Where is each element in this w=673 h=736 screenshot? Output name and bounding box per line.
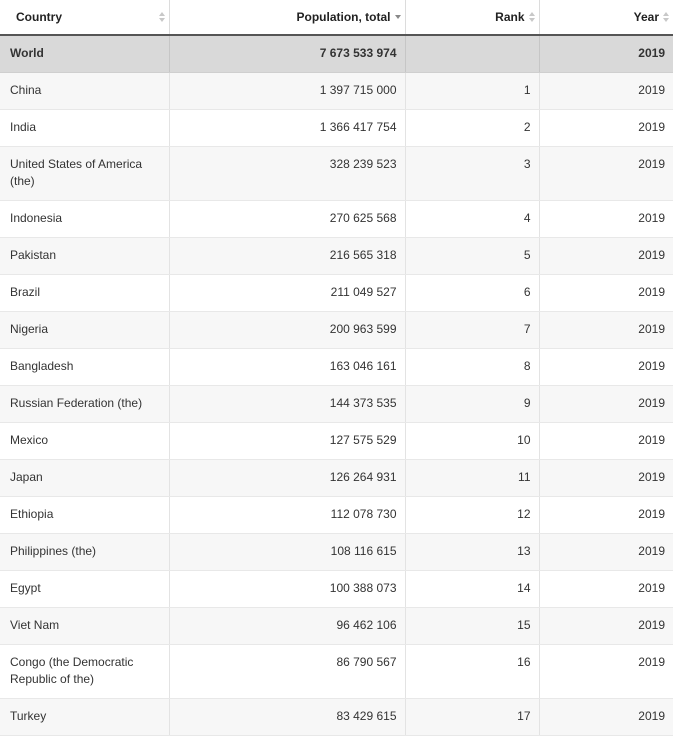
column-header-rank[interactable] (405, 0, 539, 35)
column-header-label: Population, total (296, 10, 391, 24)
cell-rank: 12 (405, 497, 539, 534)
cell-year: 2019 (539, 73, 673, 110)
cell-year: 2019 (539, 645, 673, 699)
cell-country: Congo (the Democratic Republic of the) (0, 645, 169, 699)
header-row (0, 0, 673, 35)
table-row (0, 147, 673, 201)
cell-country: World (0, 35, 169, 73)
cell-rank: 8 (405, 349, 539, 386)
table-row (0, 645, 673, 699)
cell-rank: 10 (405, 423, 539, 460)
cell-year: 2019 (539, 201, 673, 238)
cell-year: 2019 (539, 349, 673, 386)
cell-population: 108 116 615 (169, 534, 405, 571)
column-header-year[interactable] (539, 0, 673, 35)
cell-year: 2019 (539, 312, 673, 349)
cell-rank: 5 (405, 238, 539, 275)
cell-population: 83 429 615 (169, 699, 405, 736)
column-header-country[interactable] (0, 0, 169, 35)
cell-rank: 4 (405, 201, 539, 238)
sort-icon (663, 12, 669, 22)
cell-population: 144 373 535 (169, 386, 405, 423)
cell-country: Russian Federation (the) (0, 386, 169, 423)
cell-population: 112 078 730 (169, 497, 405, 534)
cell-population: 127 575 529 (169, 423, 405, 460)
cell-rank: 11 (405, 460, 539, 497)
cell-rank: 16 (405, 645, 539, 699)
cell-population: 126 264 931 (169, 460, 405, 497)
cell-country: Egypt (0, 571, 169, 608)
cell-year: 2019 (539, 571, 673, 608)
column-header-label: Year (633, 10, 659, 24)
column-header-label: Rank (495, 10, 525, 24)
table-body (0, 35, 673, 736)
cell-country: Ethiopia (0, 497, 169, 534)
column-header-label: Country (16, 10, 62, 24)
cell-year: 2019 (539, 460, 673, 497)
cell-population: 211 049 527 (169, 275, 405, 312)
cell-rank: 13 (405, 534, 539, 571)
cell-year: 2019 (539, 423, 673, 460)
cell-year: 2019 (539, 35, 673, 73)
table-row (0, 497, 673, 534)
table-row (0, 534, 673, 571)
cell-year: 2019 (539, 238, 673, 275)
cell-country: Viet Nam (0, 608, 169, 645)
cell-year: 2019 (539, 699, 673, 736)
cell-country: Bangladesh (0, 349, 169, 386)
table-row (0, 238, 673, 275)
cell-country: Philippines (the) (0, 534, 169, 571)
cell-population: 216 565 318 (169, 238, 405, 275)
table-row (0, 423, 673, 460)
table-row (0, 699, 673, 736)
cell-population: 200 963 599 (169, 312, 405, 349)
cell-population: 96 462 106 (169, 608, 405, 645)
cell-country: Brazil (0, 275, 169, 312)
table-row (0, 312, 673, 349)
cell-rank: 17 (405, 699, 539, 736)
cell-rank: 6 (405, 275, 539, 312)
table-row (0, 608, 673, 645)
cell-country: Turkey (0, 699, 169, 736)
cell-population: 163 046 161 (169, 349, 405, 386)
cell-country: India (0, 110, 169, 147)
table-row (0, 571, 673, 608)
table-row (0, 386, 673, 423)
cell-year: 2019 (539, 110, 673, 147)
table-row (0, 201, 673, 238)
cell-year: 2019 (539, 534, 673, 571)
cell-rank: 15 (405, 608, 539, 645)
cell-population: 100 388 073 (169, 571, 405, 608)
cell-rank: 1 (405, 73, 539, 110)
cell-population: 270 625 568 (169, 201, 405, 238)
cell-population: 1 397 715 000 (169, 73, 405, 110)
table-row (0, 73, 673, 110)
cell-country: Pakistan (0, 238, 169, 275)
cell-population: 1 366 417 754 (169, 110, 405, 147)
cell-country: United States of America (the) (0, 147, 169, 201)
cell-year: 2019 (539, 275, 673, 312)
cell-population: 328 239 523 (169, 147, 405, 201)
table-row (0, 460, 673, 497)
table-row (0, 110, 673, 147)
column-header-population[interactable] (169, 0, 405, 35)
table-row (0, 275, 673, 312)
table-row-world (0, 35, 673, 73)
cell-population: 86 790 567 (169, 645, 405, 699)
cell-population: 7 673 533 974 (169, 35, 405, 73)
cell-year: 2019 (539, 386, 673, 423)
table-row (0, 349, 673, 386)
table-header (0, 0, 673, 35)
cell-year: 2019 (539, 608, 673, 645)
cell-rank: 3 (405, 147, 539, 201)
sort-descending-icon (395, 15, 401, 19)
cell-country: Japan (0, 460, 169, 497)
cell-rank: 14 (405, 571, 539, 608)
cell-rank: 9 (405, 386, 539, 423)
sort-icon (529, 12, 535, 22)
cell-year: 2019 (539, 497, 673, 534)
cell-rank: 7 (405, 312, 539, 349)
cell-country: Nigeria (0, 312, 169, 349)
sort-icon (159, 12, 165, 22)
cell-rank (405, 35, 539, 73)
cell-country: China (0, 73, 169, 110)
cell-rank: 2 (405, 110, 539, 147)
cell-country: Indonesia (0, 201, 169, 238)
cell-country: Mexico (0, 423, 169, 460)
cell-year: 2019 (539, 147, 673, 201)
